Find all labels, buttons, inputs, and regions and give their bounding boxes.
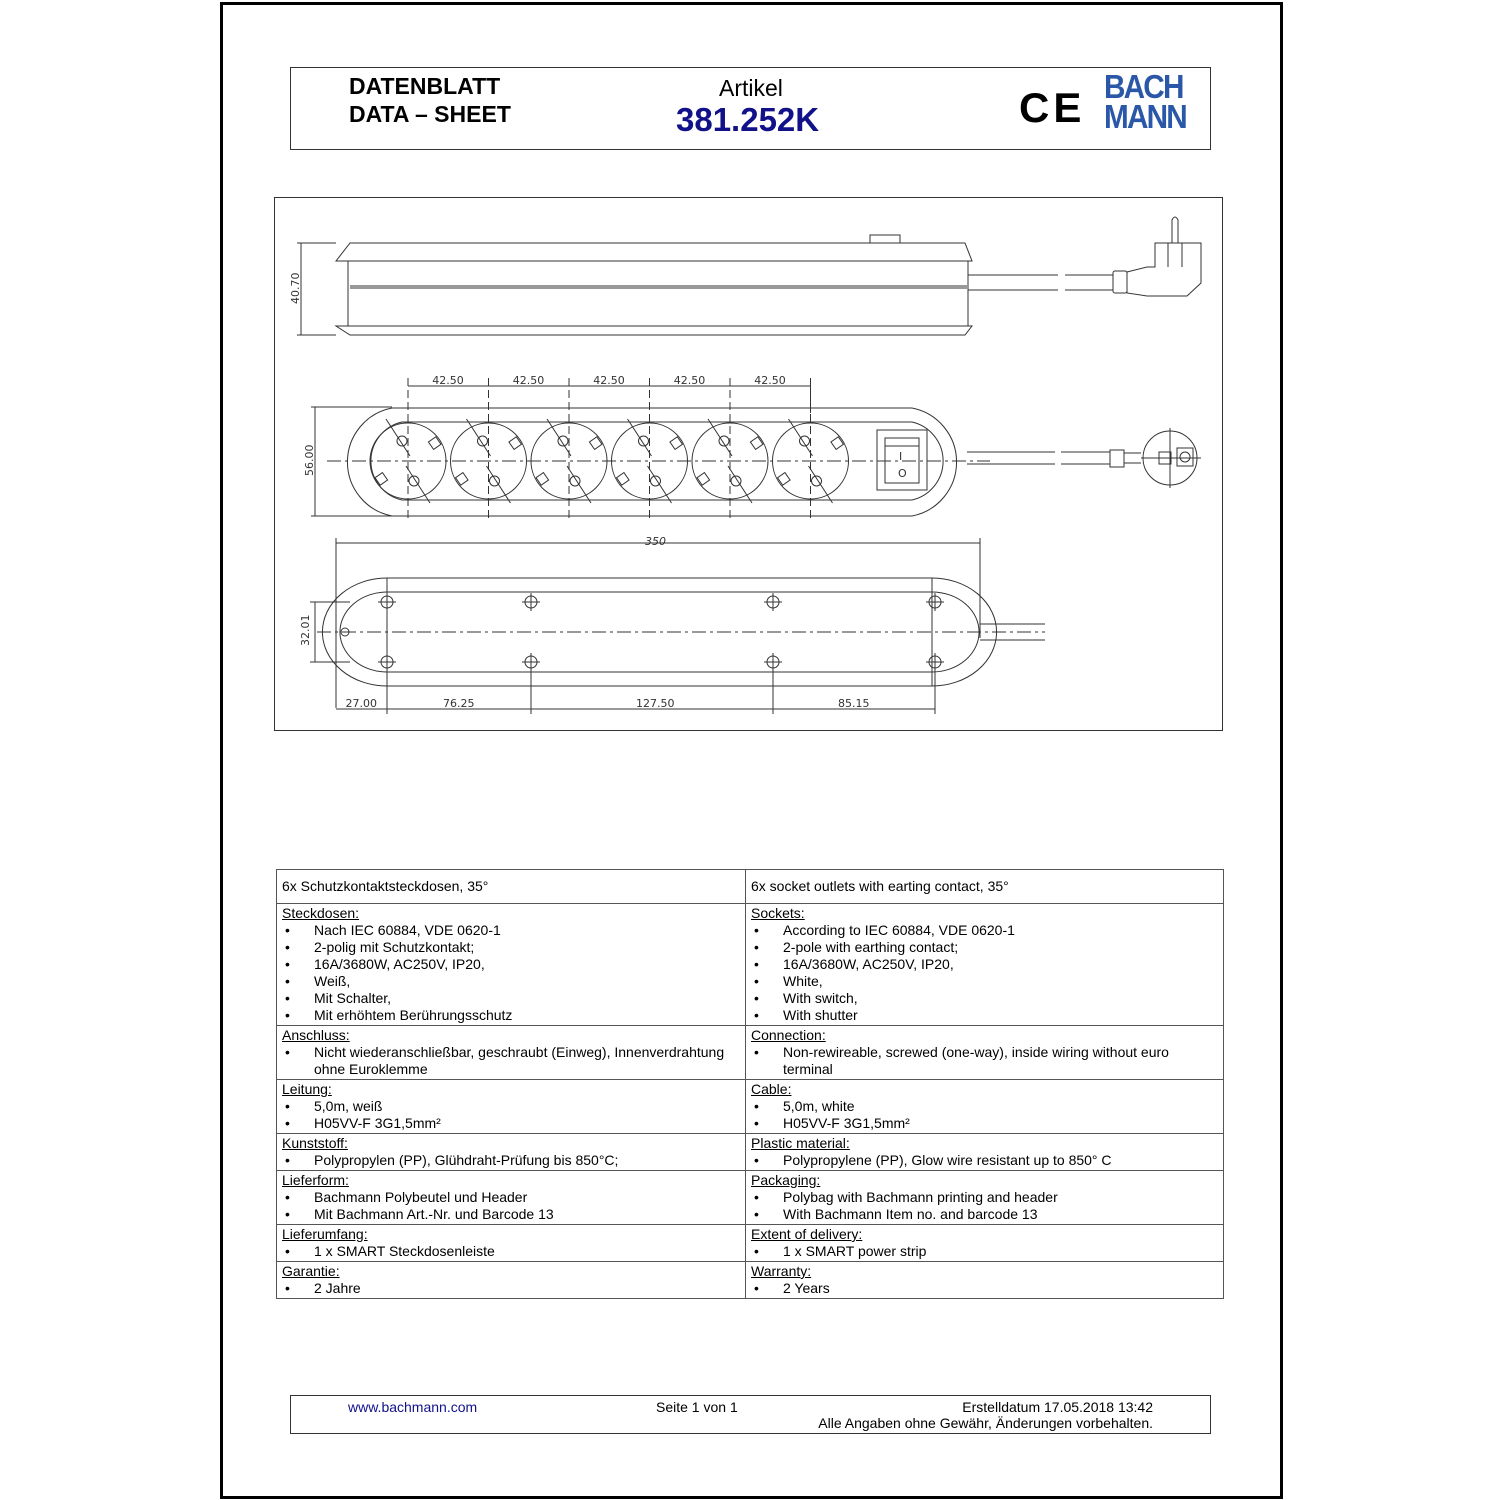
spec-cell-en [746, 1225, 1224, 1262]
dim-hole-spacing: 85.15 [838, 697, 870, 710]
section-title: Lieferumfang: [282, 1226, 368, 1242]
side-view [289, 217, 1201, 335]
list-item: • Polypropylene (PP), Glow wire resistant up to 850° C [751, 1152, 1218, 1169]
disclaimer: Alle Angaben ohne Gewähr, Änderungen vorbehalten. [818, 1415, 1153, 1431]
section-title: Anschluss: [282, 1027, 350, 1043]
side-view-base [336, 326, 972, 335]
spec-cell-de [277, 1171, 746, 1225]
socket-outlet-icon [451, 378, 527, 518]
section-title: Connection: [751, 1027, 826, 1043]
dim-height: 40.70 [289, 272, 302, 304]
section-title: Garantie: [282, 1263, 340, 1279]
spec-cell-en [746, 1171, 1224, 1225]
section-list [282, 1098, 740, 1132]
section-list [282, 1044, 740, 1078]
spec-cell-en [746, 1026, 1224, 1080]
list-item: • Mit Bachmann Art.-Nr. und Barcode 13 [282, 1206, 740, 1223]
section-title: Lieferform: [282, 1172, 349, 1188]
section-list [282, 1152, 740, 1169]
spec-header-row [277, 870, 1224, 904]
mounting-hole-icon [926, 593, 944, 611]
list-item: • With shutter [751, 1007, 1218, 1024]
title-de: DATENBLATT [349, 73, 501, 99]
section-title: Warranty: [751, 1263, 812, 1279]
section-title: Cable: [751, 1081, 792, 1097]
side-view-body [348, 261, 968, 326]
section-list [751, 1243, 1218, 1260]
list-item: • Weiß, [282, 973, 740, 990]
list-item: • 2 Years [751, 1280, 1218, 1297]
page-indicator: Seite 1 von 1 [656, 1399, 738, 1415]
section-title: Steckdosen: [282, 905, 360, 921]
socket-outlet-icon [531, 378, 607, 518]
spec-row [277, 1080, 1224, 1134]
section-list [282, 922, 740, 1024]
list-item: • 2 Jahre [282, 1280, 740, 1297]
mounting-hole-icon [764, 593, 782, 611]
bottom-view [299, 535, 1045, 714]
list-item: • Polypropylen (PP), Glühdraht-Prüfung bis 850°C; [282, 1152, 740, 1169]
dim-pitch: 42.50 [673, 374, 706, 387]
list-item: • Mit Schalter, [282, 990, 740, 1007]
spec-cell-en [746, 904, 1224, 1026]
article-number: 381.252K [676, 101, 820, 138]
spec-row [277, 904, 1224, 1026]
list-item: • 1 x SMART Steckdosenleiste [282, 1243, 740, 1260]
section-title: Plastic material: [751, 1135, 850, 1151]
switch-profile [870, 235, 900, 243]
list-item: • 1 x SMART power strip [751, 1243, 1218, 1260]
svg-text:O: O [898, 467, 907, 480]
dim-hole-spacing: 127.50 [636, 697, 675, 710]
pitch-dimensions [408, 374, 811, 413]
list-item: • Non-rewireable, screwed (one-way), inside wiring without euro terminal [751, 1044, 1218, 1078]
section-list [282, 1280, 740, 1297]
section-list [751, 1044, 1218, 1078]
rocker-switch-icon [877, 430, 927, 490]
dim-mount-spacing: 32.01 [299, 614, 312, 646]
logo-line-2: MANN [1104, 98, 1186, 135]
list-item: • With Bachmann Item no. and barcode 13 [751, 1206, 1218, 1223]
logo-line-1: BACH [1104, 68, 1183, 105]
spec-header-de: 6x Schutzkontaktsteckdosen, 35° [277, 870, 746, 904]
spec-row [277, 1134, 1224, 1171]
list-item: • Mit erhöhtem Berührungsschutz [282, 1007, 740, 1024]
spec-cell-de [277, 1026, 746, 1080]
list-item: • Polybag with Bachmann printing and header [751, 1189, 1218, 1206]
mounting-hole-icon [378, 593, 396, 611]
section-title: Leitung: [282, 1081, 332, 1097]
document-title [349, 72, 511, 128]
spec-row [277, 1262, 1224, 1299]
specification-table [276, 869, 1224, 1299]
list-item: • 5,0m, white [751, 1098, 1218, 1115]
spec-cell-de [277, 1080, 746, 1134]
list-item: • 2-pole with earthing contact; [751, 939, 1218, 956]
document-header [290, 67, 1211, 150]
section-list [751, 1189, 1218, 1223]
section-list [751, 1098, 1218, 1132]
article-label: Artikel [719, 75, 783, 101]
svg-text:I: I [899, 450, 903, 463]
list-item: • White, [751, 973, 1218, 990]
socket-outlet-icon [370, 378, 446, 518]
sockets [370, 378, 849, 518]
side-view-top-cap [336, 243, 972, 261]
list-item: • With switch, [751, 990, 1218, 1007]
dim-pitch: 42.50 [593, 374, 625, 387]
dim-width: 56.00 [303, 444, 316, 476]
section-title: Sockets: [751, 905, 805, 921]
list-item: • 5,0m, weiß [282, 1098, 740, 1115]
socket-outlet-icon [612, 378, 688, 518]
website-link[interactable]: www.bachmann.com [348, 1399, 478, 1415]
document-footer [290, 1395, 1211, 1434]
spec-cell-de [277, 904, 746, 1026]
list-item: • Nicht wiederanschließbar, geschraubt (Einweg), Innenverdrahtung ohne Euroklemme [282, 1044, 740, 1078]
dim-pitch: 42.50 [754, 374, 786, 387]
spec-row [277, 1225, 1224, 1262]
section-list [751, 922, 1218, 1024]
spec-row [277, 1026, 1224, 1080]
dim-hole-spacing: 76.25 [443, 697, 475, 710]
section-title: Extent of delivery: [751, 1226, 863, 1242]
list-item: • 16A/3680W, AC250V, IP20, [751, 956, 1218, 973]
section-list [282, 1189, 740, 1223]
technical-drawing [274, 197, 1223, 731]
list-item: • H05VV-F 3G1,5mm² [282, 1115, 740, 1132]
bachmann-logo [1104, 68, 1186, 135]
top-view [303, 374, 1201, 518]
section-list [282, 1243, 740, 1260]
spec-cell-en [746, 1134, 1224, 1171]
section-title: Packaging: [751, 1172, 821, 1188]
drawing-svg [275, 198, 1222, 730]
list-item: • H05VV-F 3G1,5mm² [751, 1115, 1218, 1132]
dim-pitch: 42.50 [512, 374, 545, 387]
spec-header-en: 6x socket outlets with earting contact, 35° [746, 870, 1224, 904]
created-date: Erstelldatum 17.05.2018 13:42 [962, 1399, 1153, 1415]
spec-cell-en [746, 1080, 1224, 1134]
socket-outlet-icon [692, 378, 768, 518]
dim-hole-spacing: 27.00 [345, 697, 377, 710]
plug-side-icon [1113, 217, 1201, 296]
list-item: • 2-polig mit Schutzkontakt; [282, 939, 740, 956]
spec-cell-de [277, 1134, 746, 1171]
list-item: • Nach IEC 60884, VDE 0620-1 [282, 922, 740, 939]
spec-row [277, 1171, 1224, 1225]
section-list [751, 1280, 1218, 1297]
ce-mark-icon: CE [1019, 84, 1086, 131]
spec-cell-de [277, 1225, 746, 1262]
dim-overall-length: 350 [645, 535, 666, 548]
mounting-hole-icon [522, 593, 540, 611]
spec-cell-en [746, 1262, 1224, 1299]
section-title: Kunststoff: [282, 1135, 348, 1151]
hole-dimensions [336, 662, 935, 714]
dim-pitch: 42.50 [432, 374, 464, 387]
list-item: • 16A/3680W, AC250V, IP20, [282, 956, 740, 973]
list-item: • According to IEC 60884, VDE 0620-1 [751, 922, 1218, 939]
spec-cell-de [277, 1262, 746, 1299]
section-list [751, 1152, 1218, 1169]
title-en: DATA – SHEET [349, 101, 511, 127]
list-item: • Bachmann Polybeutel und Header [282, 1189, 740, 1206]
plug-front-icon [1110, 428, 1201, 488]
